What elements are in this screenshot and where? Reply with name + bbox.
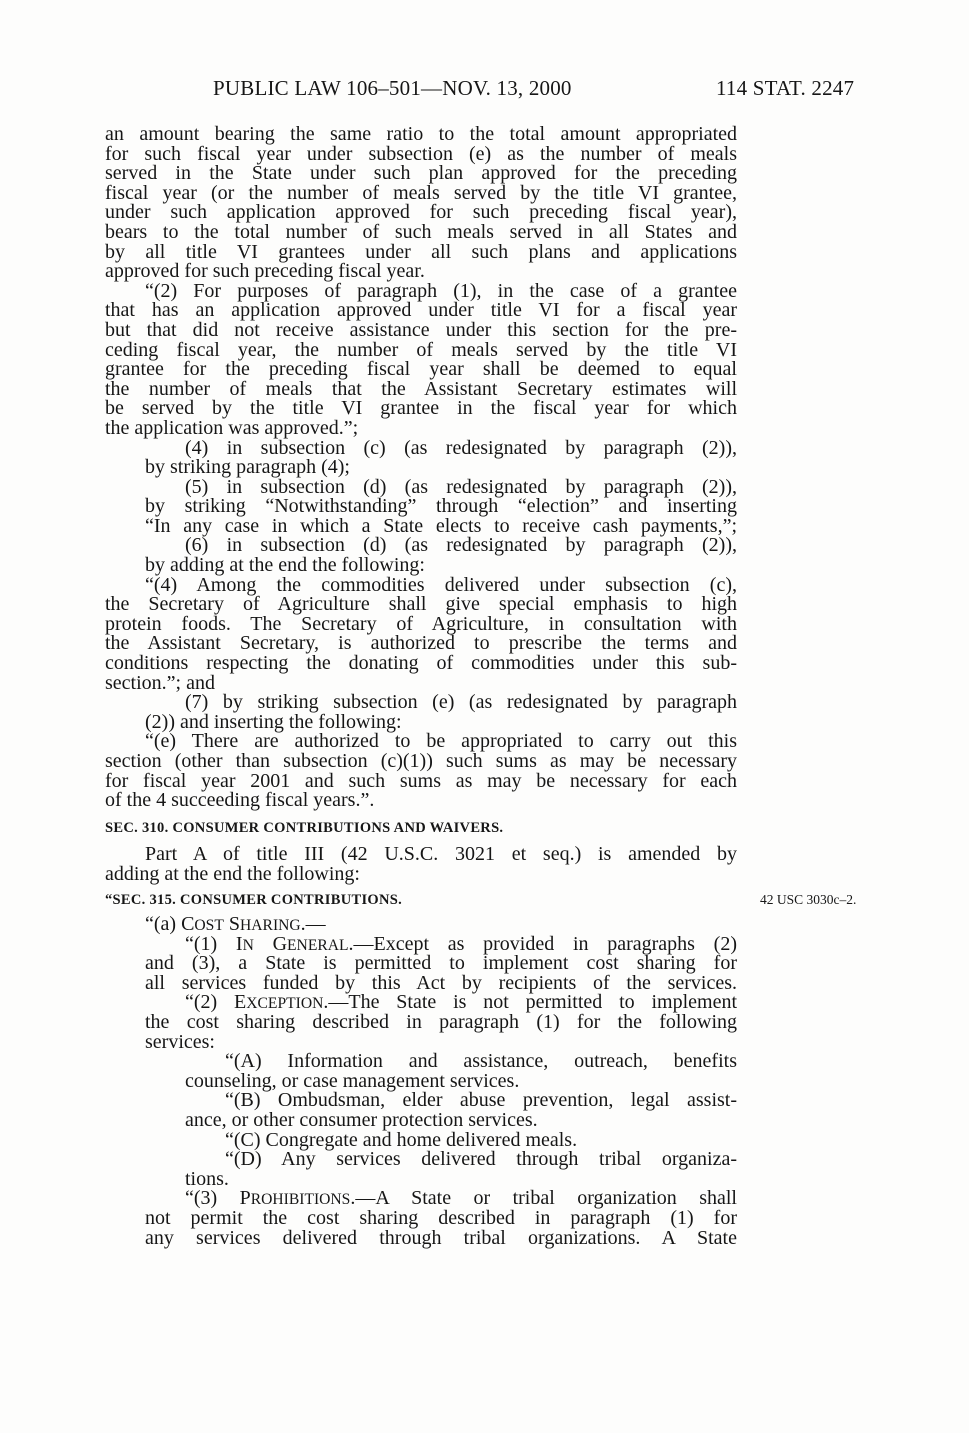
continued-text-block: [105, 125, 737, 811]
text-line: “(e) There are authorized to be appropriated to carry out this: [145, 730, 737, 753]
text-line: services:: [145, 1030, 215, 1053]
text-line: under such application approved for such preceding fiscal year),: [105, 201, 737, 224]
text-line: “(D) Any services delivered through tribal organiza-: [225, 1148, 737, 1171]
text-line: that has an application approved under title VI for a fiscal year: [105, 299, 737, 322]
section-315-text-block: [105, 915, 737, 1248]
text-line: (7) by striking subsection (e) (as redesignated by paragraph: [185, 691, 737, 714]
text-line: [105, 1189, 737, 1209]
text-line: counseling, or case management services.: [185, 1069, 520, 1092]
text-line: the Assistant Secretary, is authorized to prescribe the terms and: [105, 632, 737, 655]
text-line: protein foods. The Secretary of Agriculture, in consultation with: [105, 612, 737, 635]
text-line: conditions respecting the donating of commodities under this sub-: [105, 652, 737, 675]
page-number: 114 STAT. 2247: [716, 76, 855, 100]
text-line: “In any case in which a State elects to receive cash payments,”;: [145, 514, 737, 537]
text-line: tions.: [185, 1167, 229, 1190]
text-line: of the 4 succeeding fiscal years.”.: [105, 789, 375, 812]
line-prefix: “(3): [185, 1187, 240, 1210]
text-line: for fiscal year 2001 and such sums as may be necessary for each: [105, 769, 737, 792]
line-suffix: .—Except as provided in paragraphs (2): [348, 932, 737, 955]
text-line: (4) in subsection (c) (as redesignated by paragraph (2)),: [185, 436, 737, 459]
section-310-heading: SEC. 310. CONSUMER CONTRIBUTIONS AND WAIVERS.: [105, 820, 504, 836]
text-line: the number of meals that the Assistant Secretary estimates will: [105, 377, 737, 400]
text-line: (2)) and inserting the following:: [145, 710, 402, 733]
text-line: (6) in subsection (d) (as redesignated by paragraph (2)),: [185, 534, 737, 557]
text-line: but that did not receive assistance under this section for the pre-: [105, 318, 737, 341]
text-line: Part A of title III (42 U.S.C. 3021 et seq.) is amended by: [145, 843, 737, 865]
text-line: “(C) Congregate and home delivered meals.: [225, 1128, 578, 1151]
line-suffix: .—: [300, 913, 326, 935]
text-line: section.”; and: [105, 671, 215, 694]
text-line: adding at the end the following:: [105, 862, 360, 885]
line-suffix: .—The State is not permitted to implement: [323, 991, 738, 1014]
text-line: ance, or other consumer protection services.: [185, 1108, 538, 1131]
text-line: ceding fiscal year, the number of meals served by the title VI: [105, 338, 737, 361]
text-line: any services delivered through tribal organizations. A State: [145, 1226, 737, 1249]
text-line: all services funded by this Act by recipients of the services.: [145, 971, 737, 994]
margin-citation-note: 42 USC 3030c–2.: [760, 892, 857, 907]
text-line: an amount bearing the same ratio to the total amount appropriated: [105, 123, 737, 145]
text-line: “(4) Among the commodities delivered under subsection (c),: [145, 573, 737, 596]
text-line: served in the State under such plan approved for the preceding: [105, 162, 737, 185]
small-caps-heading: EXCEPTION: [234, 991, 324, 1014]
text-line: be served by the title VI grantee in the fiscal year for which: [105, 397, 737, 420]
text-line: the application was approved.”;: [105, 416, 359, 439]
text-line: (5) in subsection (d) (as redesignated by paragraph (2)),: [185, 475, 737, 498]
text-line: by adding at the end the following:: [145, 554, 425, 577]
text-line: by striking “Notwithstanding” through “election” and inserting: [145, 495, 737, 518]
text-line: section (other than subsection (c)(1)) such sums as may be necessary: [105, 750, 737, 772]
text-line: “(A) Information and assistance, outreach, benefits: [225, 1050, 737, 1073]
small-caps-heading: PROHIBITIONS: [239, 1187, 351, 1210]
text-line: not permit the cost sharing described in paragraph (1) for: [145, 1206, 737, 1229]
text-line: the Secretary of Agriculture shall give special emphasis to high: [105, 593, 737, 616]
line-suffix: .—A State or tribal organization shall: [350, 1187, 737, 1210]
small-caps-heading: COST SHARING: [181, 913, 301, 935]
text-line: bears to the total number of such meals served in all States and: [105, 220, 737, 243]
text-line: and (3), a State is permitted to implement cost sharing for: [145, 952, 737, 975]
section-315-heading: “SEC. 315. CONSUMER CONTRIBUTIONS.: [105, 892, 403, 908]
text-line: by all title VI grantees under all such plans and applications: [105, 240, 737, 263]
text-line: the cost sharing described in paragraph (1) for the following: [145, 1010, 737, 1033]
section-310-text-block: [105, 845, 737, 884]
text-line: for such fiscal year under subsection (e) as the number of meals: [105, 142, 737, 165]
line-prefix: “(a): [145, 913, 182, 935]
text-line: grantee for the preceding fiscal year shall be deemed to equal: [105, 358, 737, 381]
line-prefix: “(2): [185, 991, 235, 1014]
line-prefix: “(1): [185, 932, 236, 955]
text-line: approved for such preceding fiscal year.: [105, 260, 425, 283]
text-line: by striking paragraph (4);: [145, 456, 350, 479]
small-caps-heading: IN GENERAL: [235, 932, 349, 955]
text-line: fiscal year (or the number of meals served by the title VI grantee,: [105, 181, 737, 204]
text-line: “(B) Ombudsman, elder abuse prevention, legal assist-: [225, 1089, 737, 1112]
text-line: “(2) For purposes of paragraph (1), in the case of a grantee: [145, 279, 737, 302]
running-head-title: PUBLIC LAW 106–501—NOV. 13, 2000: [213, 76, 572, 100]
